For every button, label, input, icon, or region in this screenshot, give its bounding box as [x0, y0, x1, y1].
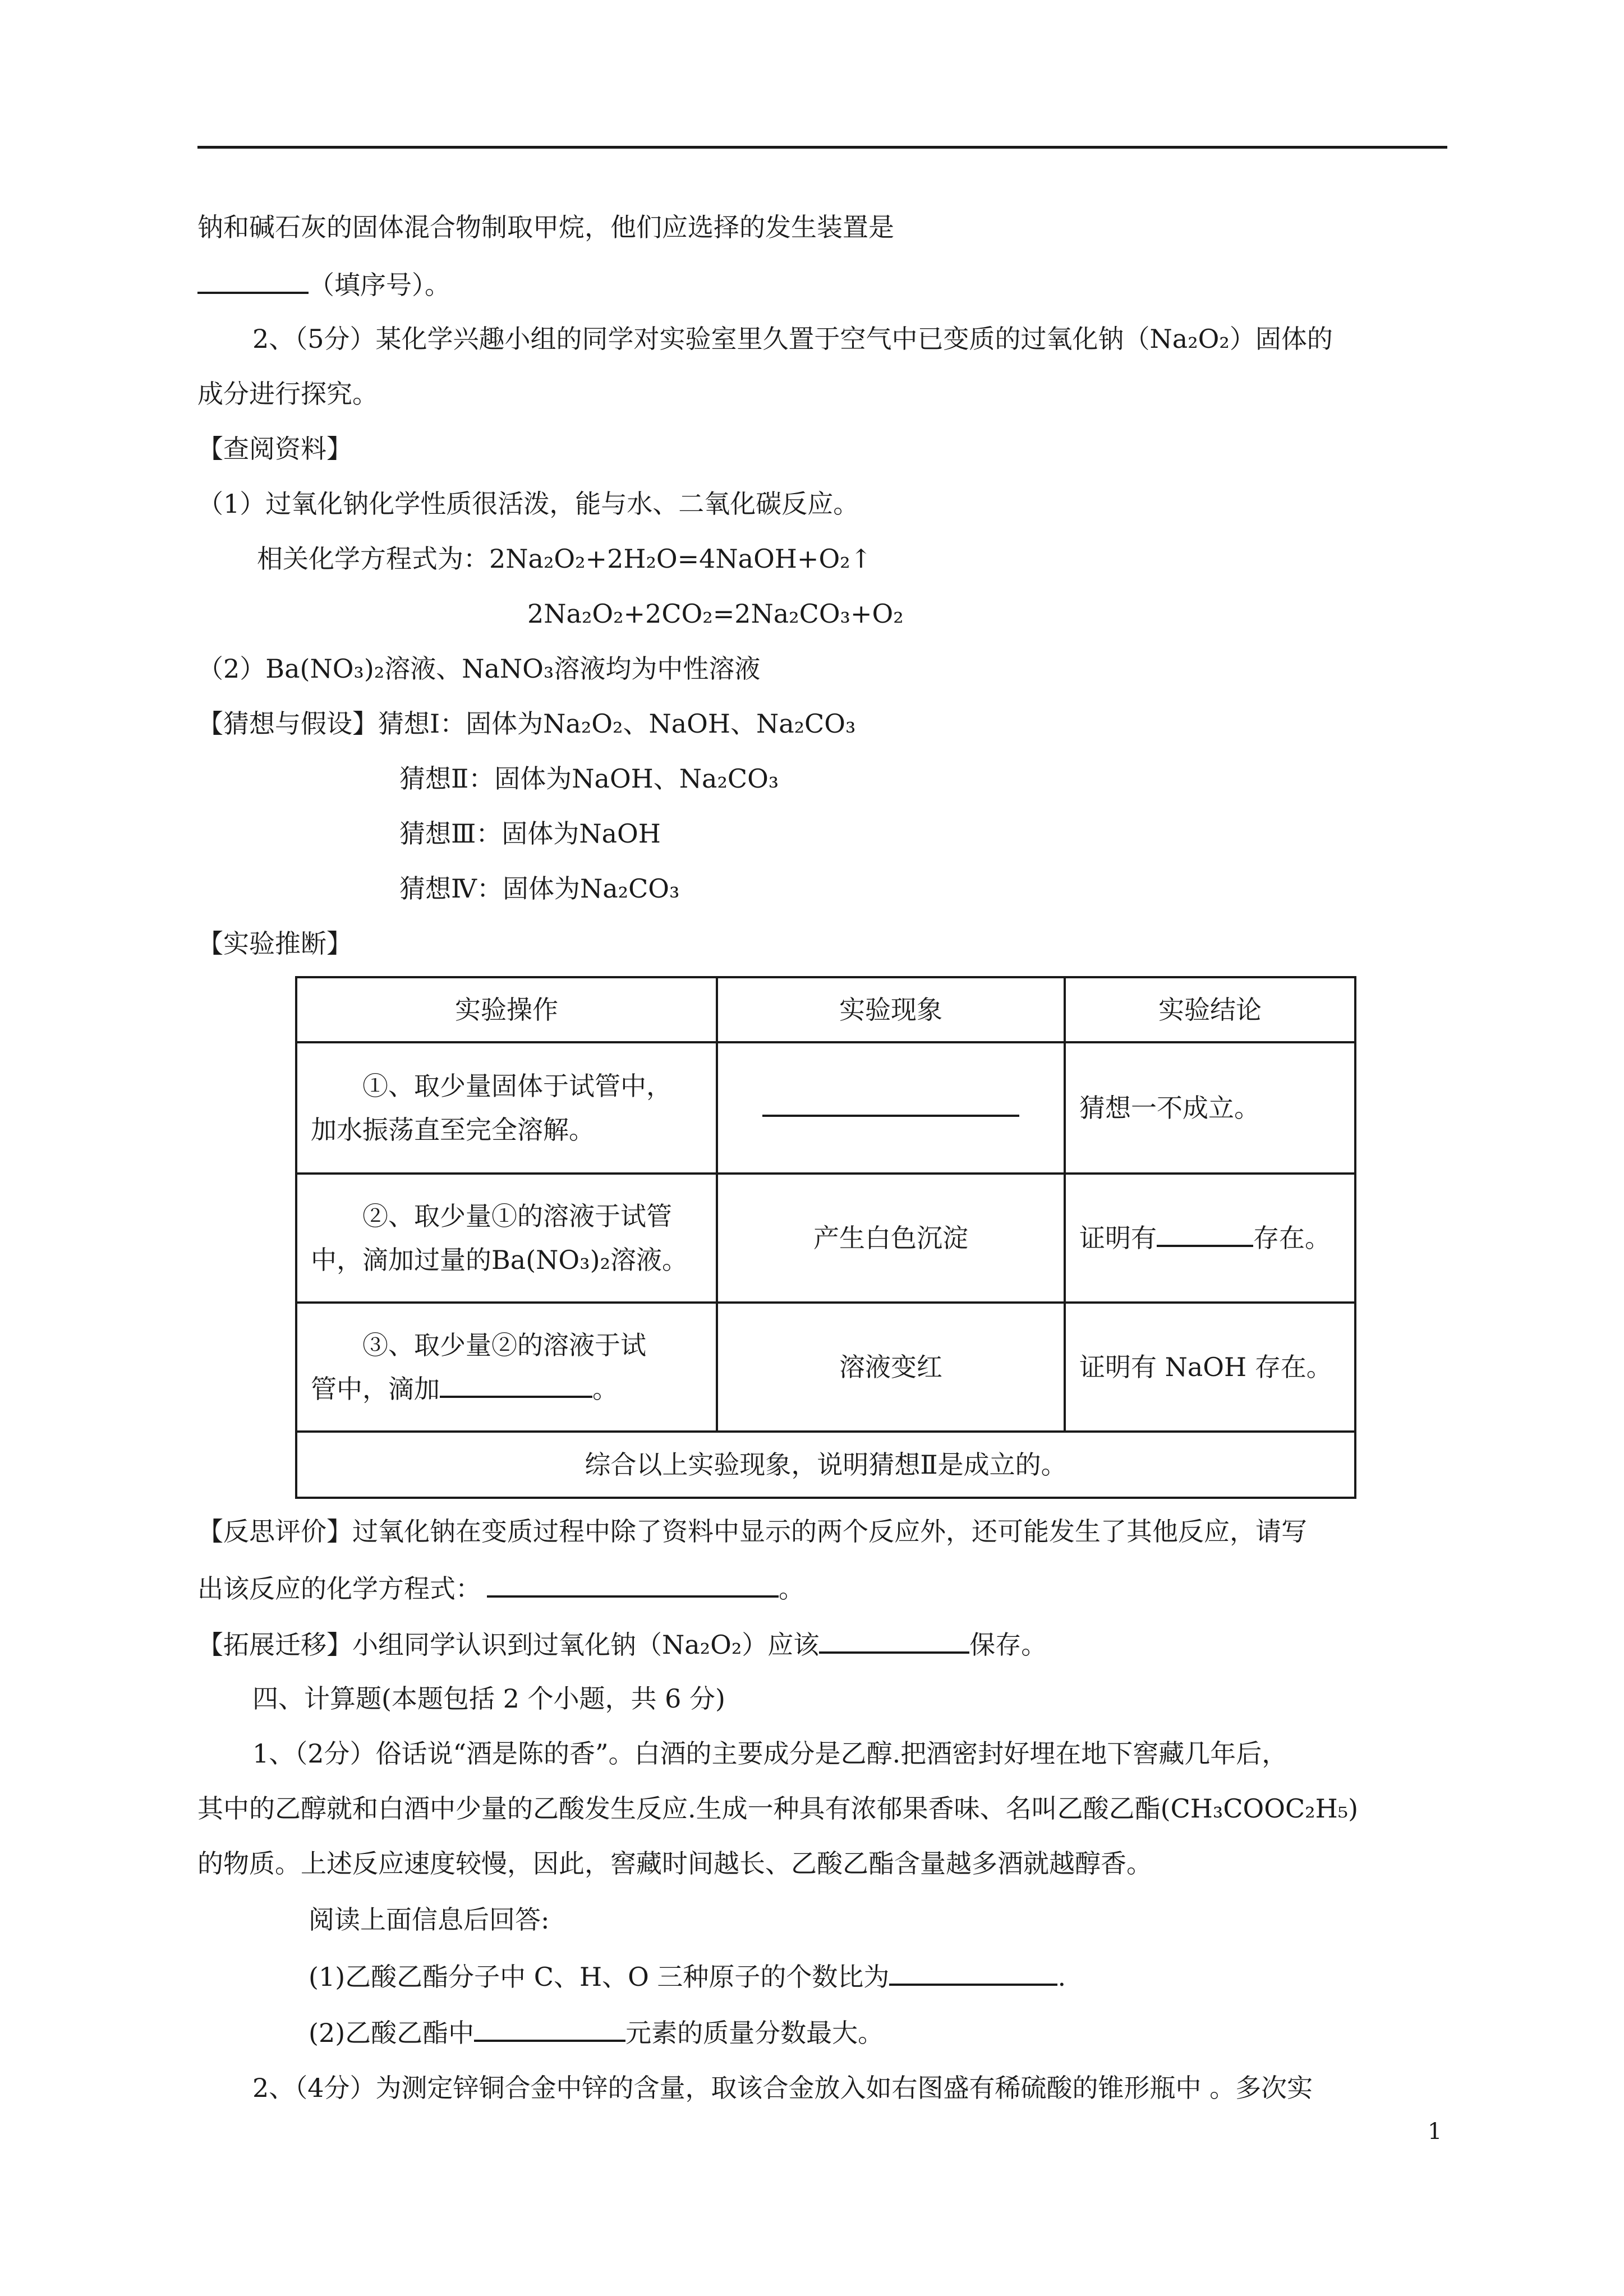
hypothesis-2: 猜想Ⅱ：固体为NaOH、Na₂CO₃: [399, 763, 779, 794]
table-row: [296, 1303, 1355, 1432]
q1-sub-1: (1)乙酸乙酯分子中 C、H、O 三种原子的个数比为 .: [309, 1959, 1066, 1994]
experiment-table: [295, 976, 1356, 1499]
row3-operation: ③、取少量②的溶液于试 管中，滴加 。: [296, 1303, 717, 1432]
ratio-blank[interactable]: [889, 1959, 1057, 1986]
row3-conclusion: 证明有 NaOH 存在。: [1065, 1303, 1355, 1432]
table-row: [296, 1174, 1355, 1303]
section-experiment: 【实验推断】: [197, 928, 352, 959]
table-row: [296, 1042, 1355, 1174]
equation-line-1: 相关化学方程式为：2Na₂O₂+2H₂O=4NaOH+O₂↑: [257, 544, 872, 574]
row1-conclusion: 猜想一不成立。: [1065, 1042, 1355, 1174]
equation-line-2: 2Na₂O₂+2CO₂=2Na₂CO₃+O₂: [527, 599, 904, 629]
row2-conclusion: 证明有 存在。: [1065, 1174, 1355, 1303]
row2-phenomenon: 产生白色沉淀: [717, 1174, 1065, 1303]
header-rule: [197, 146, 1447, 149]
header-conclusion: 实验结论: [1065, 977, 1355, 1042]
row2-operation: ②、取少量①的溶液于试管 中，滴加过量的Ba(NO₃)₂溶液。: [296, 1174, 717, 1303]
reflection-line-1: 【反思评价】过氧化钠在变质过程中除了资料中显示的两个反应外，还可能发生了其他反应，请写: [197, 1516, 1307, 1547]
header-phenomenon: 实验现象: [717, 977, 1065, 1042]
storage-blank[interactable]: [819, 1627, 969, 1654]
row1-operation: ①、取少量固体于试管中， 加水振荡直至完全溶解。: [296, 1042, 717, 1174]
intro-line-1: 钠和碱石灰的固体混合物制取甲烷，他们应选择的发生装置是: [197, 212, 894, 242]
conclusion-blank[interactable]: [1157, 1220, 1253, 1247]
hypothesis-4: 猜想Ⅳ：固体为Na₂CO₃: [399, 873, 680, 904]
hypothesis-1: 【猜想与假设】猜想Ⅰ：固体为Na₂O₂、NaOH、Na₂CO₃: [197, 708, 856, 739]
q1-line-1: 1、（2分）俗话说“酒是陈的香”。白酒的主要成分是乙醇.把酒密封好埋在地下窖藏几年后，: [252, 1738, 1288, 1769]
reflection-line-2: 出该反应的化学方程式： 。: [197, 1571, 804, 1605]
answer-blank[interactable]: [197, 267, 309, 294]
header-operation: 实验操作: [296, 977, 717, 1042]
hypothesis-3: 猜想Ⅲ：固体为NaOH: [399, 818, 661, 849]
reference-2: （2）Ba(NO₃)₂溶液、NaNO₃溶液均为中性溶液: [197, 654, 761, 684]
equation-blank[interactable]: [487, 1571, 779, 1598]
row1-phenomenon: [717, 1042, 1065, 1174]
table-summary-row: [296, 1432, 1355, 1498]
extension-line: 【拓展迁移】小组同学认识到过氧化钠（Na₂O₂）应该 保存。: [197, 1627, 1047, 1662]
phenomenon-blank[interactable]: [762, 1090, 1019, 1117]
summary-cell: 综合以上实验现象，说明猜想Ⅱ是成立的。: [296, 1432, 1355, 1498]
q2-line-1: 2、（4分）为测定锌铜合金中锌的含量，取该合金放入如右图盛有稀硫酸的锥形瓶中 。多次实: [252, 2073, 1313, 2103]
q2-heading: 2、（5分）某化学兴趣小组的同学对实验室里久置于空气中已变质的过氧化钠（Na₂O₂）固体的: [252, 324, 1333, 354]
reagent-blank[interactable]: [440, 1371, 592, 1398]
q2-heading-line-2: 成分进行探究。: [197, 379, 378, 409]
q1-sub-2: (2)乙酸乙酯中 元素的质量分数最大。: [309, 2015, 884, 2050]
page-number: 1: [1428, 2119, 1442, 2145]
intro-line-2: （填序号）。: [197, 267, 450, 302]
q1-line-2: 其中的乙醇就和白酒中少量的乙酸发生反应.生成一种具有浓郁果香味、名叫乙酸乙酯(CH₃COOC₂H₅): [197, 1793, 1359, 1824]
part4-title: 四、计算题(本题包括 2 个小题，共 6 分): [252, 1683, 725, 1714]
q1-line-4: 阅读上面信息后回答:: [309, 1904, 550, 1935]
element-blank[interactable]: [474, 2015, 625, 2042]
table-header-row: [296, 977, 1355, 1042]
row3-phenomenon: 溶液变红: [717, 1303, 1065, 1432]
reference-1: （1）过氧化钠化学性质很活泼，能与水、二氧化碳反应。: [197, 489, 859, 519]
section-reference: 【查阅资料】: [197, 434, 352, 464]
q1-line-3: 的物质。上述反应速度较慢，因此，窖藏时间越长、乙酸乙酯含量越多酒就越醇香。: [197, 1848, 1152, 1879]
